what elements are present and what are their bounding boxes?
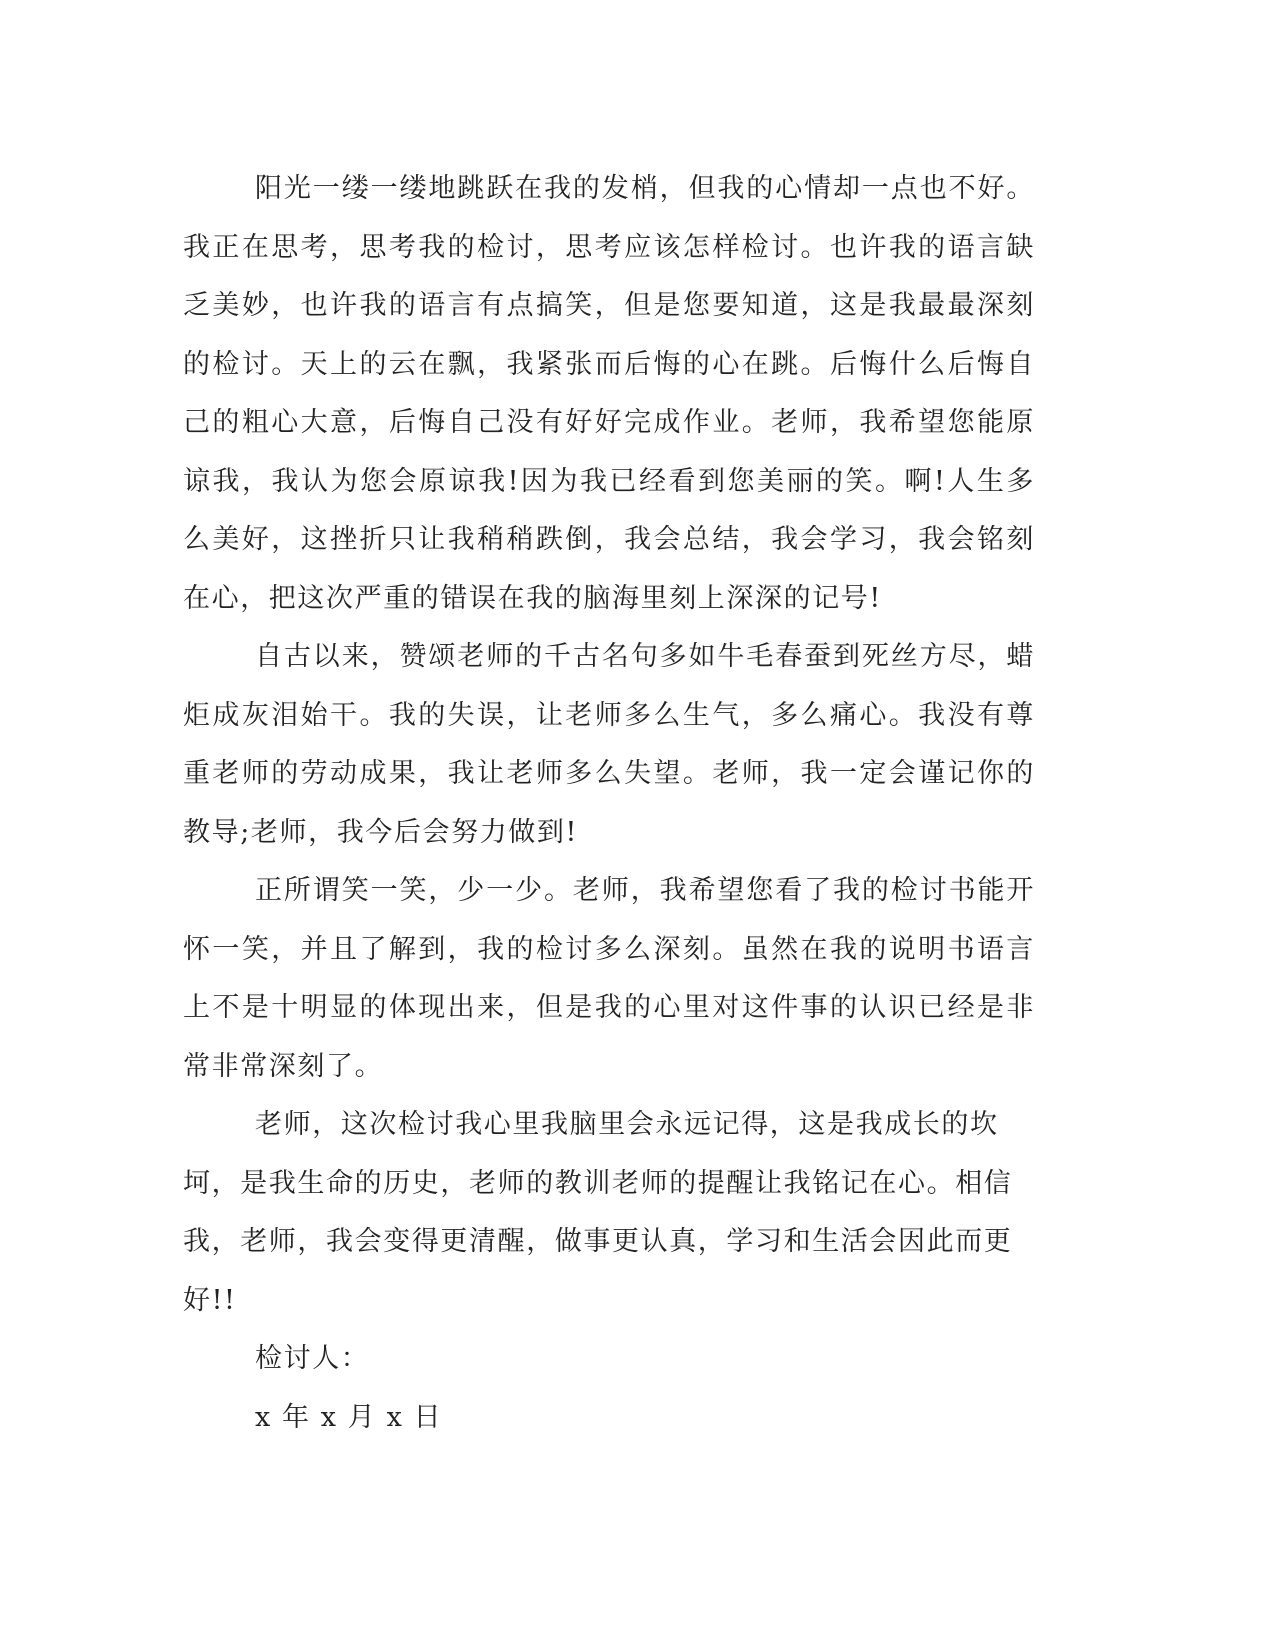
date-line: x 年 x 月 x 日 <box>255 1401 443 1433</box>
signer-label: 检讨人： <box>255 1343 370 1374</box>
paragraph-2: 自古以来，赞颂老师的千古名句多如牛毛春蚕到死丝方尽，蜡炬成灰泪始干。我的失误，让老师多么生气，多么痛心。我没有尊重老师的劳动成果，我让老师多么失望。老师，我一定会谨记你的教导;老师，我今后会努力做到! <box>183 641 1035 848</box>
paragraph-4: 老师，这次检讨我心里我脑里会永远记得，这是我成长的坎坷，是我生命的历史，老师的教训老师的提醒让我铭记在心。相信我，老师，我会变得更清醒，做事更认真，学习和生活会因此而更好!! <box>183 1109 1013 1316</box>
paragraph-3: 正所谓笑一笑，少一少。老师，我希望您看了我的检讨书能开怀一笑，并且了解到，我的检讨多么深刻。虽然在我的说明书语言上不是十明显的体现出来，但是我的心里对这件事的认识已经是非常非常深刻了。 <box>183 875 1035 1082</box>
paragraph-1: 阳光一缕一缕地跳跃在我的发梢，但我的心情却一点也不好。我正在思考，思考我的检讨，思考应该怎样检讨。也许我的语言缺乏美妙，也许我的语言有点搞笑，但是您要知道，这是我最最深刻的检讨。天上的云在飘，我紧张而后悔的心在跳。后悔什么后悔自己的粗心大意，后悔自己没有好好完成作业。老师，我希望您能原谅我，我认为您会原谅我!因为我已经看到您美丽的笑。啊!人生多么美好，这挫折只让我稍稍跌倒，我会总结，我会学习，我会铭刻在心，把这次严重的错误在我的脑海里刻上深深的记号! <box>183 173 1035 614</box>
document-body <box>183 160 1035 1447</box>
